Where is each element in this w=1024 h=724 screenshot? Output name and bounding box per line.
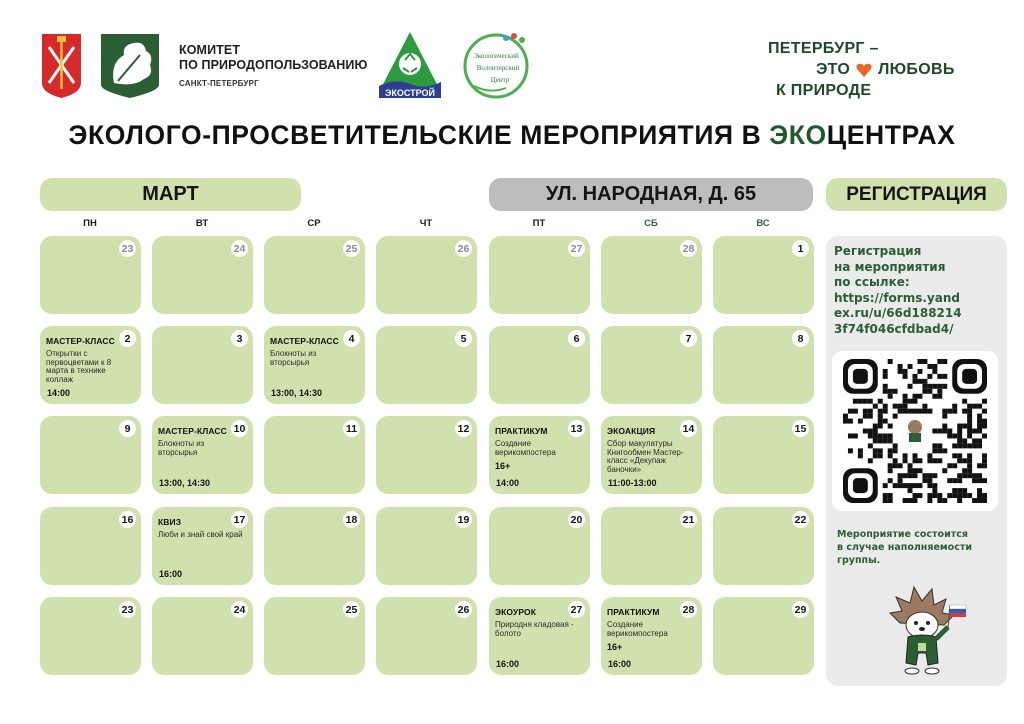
event-description: Сбор макулатуры Книгообмен Мастер-класс «Декупаж баночки» — [607, 439, 684, 474]
event-description: Создание верикомпостера — [495, 439, 556, 457]
event-type: ПРАКТИКУМ — [607, 607, 660, 617]
calendar-day — [601, 326, 702, 404]
calendar-day — [40, 236, 141, 314]
svg-text:Центр: Центр — [490, 76, 510, 84]
page-title — [0, 120, 1024, 151]
group-note — [837, 528, 1007, 567]
reg-line: на мероприятия — [834, 259, 946, 274]
calendar-day-event[interactable] — [601, 416, 702, 494]
spb-coat-of-arms-icon — [41, 33, 82, 99]
committee-name — [179, 43, 368, 88]
event-age-limit: 16+ — [607, 642, 623, 652]
event-type: МАСТЕР-КЛАСС — [158, 426, 227, 436]
date-badge: 16 — [119, 511, 136, 528]
calendar-day — [376, 597, 477, 675]
slogan — [768, 38, 955, 101]
event-description: Люби и знай свой край — [158, 530, 243, 539]
ekostroy-logo-icon — [375, 30, 445, 100]
note-line: Мероприятие состоится — [837, 529, 968, 540]
weekday-label: СР — [307, 218, 321, 229]
date-badge: 23 — [119, 240, 136, 257]
qr-code[interactable] — [832, 351, 998, 511]
event-time: 13:00, 14:30 — [271, 388, 323, 398]
event-description: Блокноты из вторсырья — [270, 349, 317, 367]
reg-line: Регистрация — [834, 244, 922, 258]
weekday-label: ВТ — [195, 218, 209, 229]
date-badge: 29 — [792, 601, 809, 618]
date-badge: 14 — [680, 420, 697, 437]
event-type: ЭКОАКЦИЯ — [607, 426, 656, 436]
eco-volunteer-center-logo-icon — [460, 28, 532, 100]
calendar-day — [713, 507, 814, 585]
date-badge: 28 — [680, 601, 697, 618]
heart-icon — [856, 63, 872, 77]
date-badge: 13 — [568, 420, 585, 437]
calendar-day-event[interactable] — [601, 597, 702, 675]
event-time: 14:00 — [496, 478, 520, 488]
title-highlight: ЭКО — [769, 120, 827, 150]
weekday-label: ПН — [83, 218, 97, 229]
calendar-day-event[interactable] — [489, 416, 590, 494]
date-badge: 12 — [455, 420, 472, 437]
date-badge: 1 — [792, 240, 809, 257]
date-badge: 28 — [680, 240, 697, 257]
date-badge: 24 — [231, 601, 248, 618]
weekday-label: СБ — [644, 218, 658, 229]
weekday-label: ЧТ — [419, 218, 433, 229]
event-time: 16:00 — [159, 569, 183, 579]
slogan-line-2 — [768, 59, 955, 80]
date-badge: 27 — [568, 240, 585, 257]
event-description: Природня кладовая - болото — [495, 620, 574, 638]
calendar-day-event[interactable] — [152, 416, 253, 494]
calendar-day — [489, 507, 590, 585]
event-description: Открытки с первоцветами к 8 марта в технике коллаж — [46, 349, 112, 384]
calendar-day — [376, 236, 477, 314]
event-time: 16:00 — [608, 659, 632, 669]
date-badge: 10 — [231, 420, 248, 437]
event-description: Блокноты из вторсырья — [158, 439, 205, 457]
calendar-day — [713, 416, 814, 494]
slogan-word-eto: ЭТО — [816, 61, 851, 78]
date-badge: 20 — [568, 511, 585, 528]
date-badge: 3 — [231, 330, 248, 347]
registration-link[interactable]: ex.ru/u/66d188214 — [834, 306, 962, 320]
date-badge: 4 — [343, 330, 360, 347]
date-badge: 11 — [343, 420, 360, 437]
event-time: 13:00, 14:30 — [159, 478, 211, 488]
date-badge: 9 — [119, 420, 136, 437]
calendar-day — [152, 597, 253, 675]
committee-line-1: КОМИТЕТ — [179, 43, 241, 57]
qr-code-icon — [843, 359, 987, 503]
title-part-2: ЦЕНТРАХ — [826, 120, 956, 150]
title-part-1: ЭКОЛОГО-ПРОСВЕТИТЕЛЬСКИЕ МЕРОПРИЯТИЯ В — [68, 120, 770, 150]
registration-info — [834, 244, 1004, 337]
hedgehog-mascot-icon — [880, 583, 970, 683]
calendar-day — [264, 507, 365, 585]
reg-line: по ссылке: — [834, 275, 910, 289]
calendar-day — [713, 236, 814, 314]
date-badge: 23 — [119, 601, 136, 618]
date-badge: 25 — [343, 240, 360, 257]
date-badge: 5 — [455, 330, 472, 347]
event-type: МАСТЕР-КЛАСС — [46, 336, 115, 346]
calendar-day — [40, 597, 141, 675]
date-badge: 17 — [231, 511, 248, 528]
date-badge: 15 — [792, 420, 809, 437]
date-badge: 2 — [119, 330, 136, 347]
svg-text:Волонтерский: Волонтерский — [476, 64, 520, 72]
date-badge: 7 — [680, 330, 697, 347]
calendar-day-event[interactable] — [489, 597, 590, 675]
committee-city: САНКТ-ПЕТЕРБУРГ — [179, 79, 259, 88]
event-description: Создание верикомпостера — [607, 620, 668, 638]
note-line: в случае наполняемости — [837, 542, 972, 553]
registration-heading: РЕГИСТРАЦИЯ — [826, 178, 1007, 211]
calendar-day — [264, 416, 365, 494]
svg-text:ЭКОСТРОЙ: ЭКОСТРОЙ — [384, 88, 436, 98]
calendar-day-event[interactable] — [40, 326, 141, 404]
calendar-day — [601, 507, 702, 585]
note-line: группы. — [837, 555, 881, 566]
date-badge: 21 — [680, 511, 697, 528]
calendar-day — [152, 236, 253, 314]
calendar-day — [40, 507, 141, 585]
date-badge: 26 — [455, 240, 472, 257]
date-badge: 19 — [455, 511, 472, 528]
calendar-day — [40, 416, 141, 494]
event-type: КВИЗ — [158, 517, 182, 527]
event-age-limit: 16+ — [495, 461, 511, 471]
event-time: 11:00-13:00 — [608, 478, 657, 488]
svg-text:Экологический: Экологический — [473, 52, 519, 60]
address-label: УЛ. НАРОДНАЯ, Д. 65 — [489, 178, 813, 211]
date-badge: 8 — [792, 330, 809, 347]
date-badge: 24 — [231, 240, 248, 257]
event-time: 14:00 — [47, 388, 71, 398]
calendar-day — [264, 597, 365, 675]
calendar-day — [713, 597, 814, 675]
slogan-line-3: К ПРИРОДЕ — [776, 82, 872, 99]
calendar-day — [601, 236, 702, 314]
registration-link[interactable]: https://forms.yand — [834, 290, 960, 305]
event-time: 16:00 — [496, 659, 520, 669]
date-badge: 25 — [343, 601, 360, 618]
slogan-word-love: ЛЮБОВЬ — [878, 61, 955, 78]
month-label: МАРТ — [40, 178, 301, 211]
calendar-day — [152, 326, 253, 404]
date-badge: 27 — [568, 601, 585, 618]
date-badge: 22 — [792, 511, 809, 528]
slogan-line-1: ПЕТЕРБУРГ – — [768, 40, 879, 57]
calendar-day-event[interactable] — [152, 507, 253, 585]
calendar-day — [489, 236, 590, 314]
calendar-day — [489, 326, 590, 404]
date-badge: 18 — [343, 511, 360, 528]
calendar-day — [264, 236, 365, 314]
calendar-day-event[interactable] — [264, 326, 365, 404]
calendar-day — [376, 326, 477, 404]
registration-link[interactable]: 3f74f046cfdbad4/ — [834, 321, 954, 336]
event-type: МАСТЕР-КЛАСС — [270, 336, 339, 346]
calendar-day — [376, 416, 477, 494]
event-type: ЭКОУРОК — [495, 607, 536, 617]
weekday-label: ПТ — [532, 218, 546, 229]
date-badge: 26 — [455, 601, 472, 618]
calendar-day — [376, 507, 477, 585]
oak-leaf-logo-icon — [100, 33, 160, 99]
event-type: ПРАКТИКУМ — [495, 426, 548, 436]
committee-line-2: ПО ПРИРОДОПОЛЬЗОВАНИЮ — [179, 58, 368, 72]
calendar-day — [713, 326, 814, 404]
weekday-label: ВС — [756, 218, 770, 229]
date-badge: 6 — [568, 330, 585, 347]
